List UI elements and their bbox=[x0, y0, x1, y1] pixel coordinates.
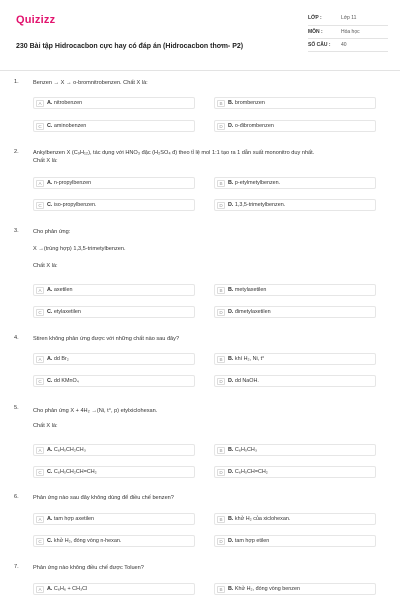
option-letter: C bbox=[36, 538, 44, 545]
option-letter: A bbox=[36, 180, 44, 187]
question-number: 4. bbox=[14, 335, 19, 341]
worksheet-title: 230 Bài tập Hidrocacbon cực hay có đáp án (Hidrocacbon thơm- P2) bbox=[16, 43, 244, 50]
option-b[interactable] bbox=[214, 353, 376, 365]
question-number: 2. bbox=[14, 149, 19, 155]
option-letter: B bbox=[217, 100, 225, 107]
option-d[interactable] bbox=[214, 306, 376, 318]
option-text: A. nitrobenzen bbox=[47, 100, 83, 106]
option-text: D. đimetylaxetilen bbox=[228, 309, 271, 315]
option-text: D. 1,3,5-trimetylbenzen. bbox=[228, 202, 286, 208]
option-a[interactable] bbox=[33, 177, 195, 189]
question-text bbox=[33, 405, 373, 430]
option-text: C. aminobenzen bbox=[47, 123, 87, 129]
option-letter: D bbox=[217, 202, 225, 209]
option-text: D. C₆H₅CH=CH₂ bbox=[228, 469, 268, 475]
question-line: Ankylbenzen X (C₉H₁₂), tác dụng với HNO₃ đặc (H₂SO₄ đ) theo tỉ lệ mol 1:1 tạo ra 1 dẫn xuất mononitro duy nhất. bbox=[33, 150, 315, 156]
question-line: Cho phản ứng: bbox=[33, 229, 71, 235]
option-text: A. C₆H₅CH₂CH₃ bbox=[47, 447, 86, 453]
question-line: X →(trùng hợp) 1,3,5-trimetylbenzen. bbox=[33, 246, 126, 252]
worksheet-meta-table bbox=[308, 12, 388, 52]
option-b[interactable] bbox=[214, 583, 376, 595]
option-text: D. dd NaOH. bbox=[228, 378, 259, 384]
option-d[interactable] bbox=[214, 120, 376, 132]
option-d[interactable] bbox=[214, 199, 376, 211]
option-letter: D bbox=[217, 469, 225, 476]
option-c[interactable] bbox=[33, 535, 195, 547]
option-c[interactable] bbox=[33, 306, 195, 318]
option-d[interactable] bbox=[214, 466, 376, 478]
question-text bbox=[33, 149, 373, 165]
meta-value: Lớp 11 bbox=[341, 12, 388, 25]
question-number: 3. bbox=[14, 228, 19, 234]
option-letter: C bbox=[36, 469, 44, 476]
option-text: B. metylaxetilen bbox=[228, 287, 267, 293]
option-text: D. o-đibrombenzen bbox=[228, 123, 274, 129]
option-d[interactable] bbox=[214, 375, 376, 387]
meta-row-count bbox=[308, 38, 388, 51]
option-a[interactable] bbox=[33, 284, 195, 296]
option-text: A. dd Br₂ bbox=[47, 356, 69, 362]
option-letter: B bbox=[217, 356, 225, 363]
question-line: Phản ứng nào sau đây không dùng để điều chế benzen? bbox=[33, 495, 174, 501]
question-line: Cho phản ứng X + 4H₂ →(Ni, t°, p) etylxiclohexan. bbox=[33, 408, 158, 414]
option-letter: D bbox=[217, 378, 225, 385]
meta-row-subject bbox=[308, 25, 388, 38]
question-text bbox=[33, 564, 373, 572]
option-text: A. C₆H₆ + CH₃Cl bbox=[47, 586, 88, 592]
option-letter: B bbox=[217, 180, 225, 187]
meta-value: Hóa học bbox=[341, 25, 388, 38]
option-letter: B bbox=[217, 287, 225, 294]
option-a[interactable] bbox=[33, 444, 195, 456]
option-text: A. n-propylbenzen bbox=[47, 180, 92, 186]
question-line: Chất X là: bbox=[33, 158, 58, 164]
meta-value: 40 bbox=[341, 38, 388, 51]
option-c[interactable] bbox=[33, 375, 195, 387]
option-b[interactable] bbox=[214, 513, 376, 525]
option-text: C. dd KMnO₄ bbox=[47, 378, 79, 384]
option-c[interactable] bbox=[33, 466, 195, 478]
question-line: Chất X là: bbox=[33, 263, 58, 269]
option-text: B. khí H₂, Ni, t° bbox=[228, 356, 265, 362]
option-b[interactable] bbox=[214, 444, 376, 456]
option-b[interactable] bbox=[214, 97, 376, 109]
option-letter: A bbox=[36, 516, 44, 523]
meta-key: LỚP : bbox=[308, 12, 341, 25]
option-text: B. Khử H₂, đóng vòng benzen bbox=[228, 586, 300, 592]
question-text bbox=[33, 228, 373, 270]
option-text: C. etylaxetilen bbox=[47, 309, 81, 315]
option-text: A. axetilen bbox=[47, 287, 73, 293]
option-text: B. p-etylmetylbenzen. bbox=[228, 180, 281, 186]
option-b[interactable] bbox=[214, 177, 376, 189]
question-line: Benzen → X → o-bromnitrobenzen. Chất X là: bbox=[33, 80, 148, 86]
question-text bbox=[33, 494, 373, 502]
question-text bbox=[33, 79, 373, 87]
option-letter: D bbox=[217, 309, 225, 316]
question-number: 7. bbox=[14, 564, 19, 570]
question-number: 5. bbox=[14, 405, 19, 411]
option-letter: B bbox=[217, 447, 225, 454]
question-line: Stiren không phản ứng được với những chất nào sau đây? bbox=[33, 336, 180, 342]
question-text bbox=[33, 335, 373, 343]
option-letter: A bbox=[36, 447, 44, 454]
option-letter: D bbox=[217, 123, 225, 130]
option-text: C. C₆H₅CH₂CH=CH₂ bbox=[47, 469, 97, 475]
meta-row-grade bbox=[308, 12, 388, 25]
option-letter: D bbox=[217, 538, 225, 545]
option-a[interactable] bbox=[33, 583, 195, 595]
question-number: 6. bbox=[14, 494, 19, 500]
option-letter: C bbox=[36, 309, 44, 316]
option-a[interactable] bbox=[33, 97, 195, 109]
question-line: Chất X là: bbox=[33, 423, 58, 429]
option-a[interactable] bbox=[33, 513, 195, 525]
option-b[interactable] bbox=[214, 284, 376, 296]
option-c[interactable] bbox=[33, 199, 195, 211]
option-text: B. brombenzen bbox=[228, 100, 265, 106]
option-d[interactable] bbox=[214, 535, 376, 547]
option-text: C. khử H₂, đóng vòng n-hexan. bbox=[47, 538, 122, 544]
option-text: B. khử H₂ của xiclohexan. bbox=[228, 516, 291, 522]
option-letter: A bbox=[36, 100, 44, 107]
question-line: Phản ứng nào không điều chế được Toluen? bbox=[33, 565, 144, 571]
option-letter: C bbox=[36, 378, 44, 385]
option-text: C. iso-propylbenzen. bbox=[47, 202, 97, 208]
option-c[interactable] bbox=[33, 120, 195, 132]
option-text: A. tam hợp axetilen bbox=[47, 516, 94, 522]
option-letter: B bbox=[217, 516, 225, 523]
option-text: B. C₆H₅CH₃ bbox=[228, 447, 258, 453]
option-a[interactable] bbox=[33, 353, 195, 365]
question-number: 1. bbox=[14, 79, 19, 85]
quizizz-logo: Quizizz bbox=[16, 14, 56, 26]
header-divider bbox=[0, 70, 400, 71]
option-letter: A bbox=[36, 287, 44, 294]
meta-key: MÔN : bbox=[308, 25, 341, 38]
option-letter: A bbox=[36, 586, 44, 593]
option-letter: A bbox=[36, 356, 44, 363]
option-letter: C bbox=[36, 202, 44, 209]
option-letter: C bbox=[36, 123, 44, 130]
option-letter: B bbox=[217, 586, 225, 593]
option-text: D. tam hợp etilen bbox=[228, 538, 270, 544]
meta-key: SỐ CÂU : bbox=[308, 38, 341, 51]
